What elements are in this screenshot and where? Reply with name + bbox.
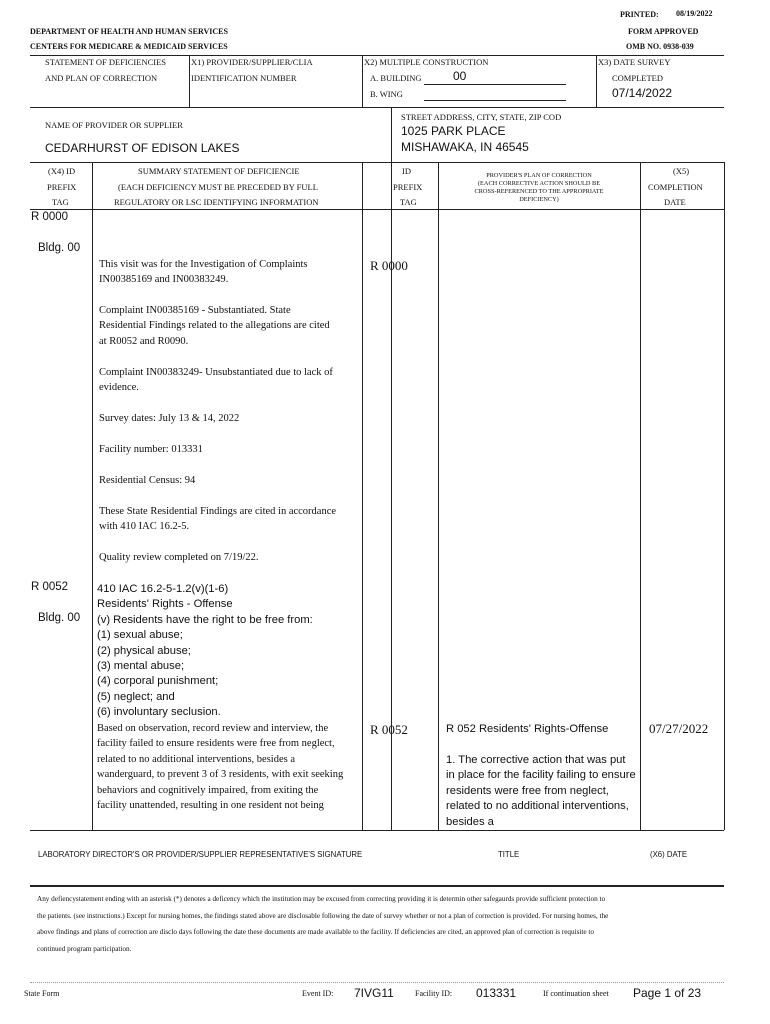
continuation-label: If continuation sheet bbox=[543, 989, 609, 998]
facility-id-value: 013331 bbox=[476, 986, 517, 1000]
summary-header-3: REGULATORY OR LSC IDENTIFYING INFORMATION bbox=[114, 197, 319, 207]
facility-number: Facility number: 013331 bbox=[99, 444, 203, 455]
x5-header-2: COMPLETION bbox=[648, 182, 703, 192]
facility-id-label: Facility ID: bbox=[415, 989, 453, 998]
regulation-line: (4) corporal punishment; bbox=[97, 675, 219, 688]
building-r0000: Bldg. 00 bbox=[38, 242, 81, 254]
survey-completed-date: 07/14/2022 bbox=[612, 86, 673, 100]
building-r0052: Bldg. 00 bbox=[38, 612, 81, 624]
street-address: 1025 PARK PLACE bbox=[401, 124, 506, 138]
x5-header-3: DATE bbox=[664, 197, 686, 207]
page-number: Page 1 of 23 bbox=[633, 986, 702, 1000]
survey-dates: Survey dates: July 13 & 14, 2022 bbox=[99, 413, 240, 424]
tag-r0052: R 0052 bbox=[31, 581, 69, 593]
x4-header-3: TAG bbox=[52, 197, 69, 207]
x1-label-2: IDENTIFICATION NUMBER bbox=[191, 73, 297, 83]
tag-r0000: R 0000 bbox=[31, 211, 69, 223]
plan-header-2: (EACH CORRECTIVE ACTION SHOULD BE bbox=[477, 180, 601, 187]
city-state-zip: MISHAWAKA, IN 46545 bbox=[401, 140, 529, 154]
disclaimer: Any defiencystatement ending with an asterisk (*) denotes a deficency which the institution may be excused from correcting providing it is determin other safegaurds provide sufficient protection to the patients. (see instructions.) Except for nursing homes, the findings stated above are disclosable following the date of survey whether or not a plan of correction is provided. For nursing homes, the above findings and plans of correction are disclo days following the date these documents are made available to the facility. If deficiencies are cited, an approved plan of correction is requisite to continued program participation. bbox=[37, 895, 609, 953]
x4-header-1: (X4) ID bbox=[48, 166, 76, 176]
plan-header-4: DEFICIENCY) bbox=[519, 196, 559, 203]
x6-date-label: (X6) DATE bbox=[650, 850, 688, 859]
regulation-line: (6) involuntary seclusion. bbox=[97, 706, 221, 719]
plan-header-1: PROVIDER'S PLAN OF CORRECTION bbox=[486, 172, 592, 179]
visit-paragraph: This visit was for the Investigation of Complaints IN00385169 and IN00383249. bbox=[99, 259, 308, 286]
plan-header-3: CROSS-REFERENCED TO THE APPROPRIATE bbox=[474, 188, 604, 195]
id-header-3: TAG bbox=[400, 197, 417, 207]
state-form-label: State Form bbox=[24, 989, 60, 998]
x5-header-1: (X5) bbox=[673, 166, 690, 176]
title-label: TITLE bbox=[498, 850, 520, 859]
regulation-line: (2) physical abuse; bbox=[97, 644, 191, 657]
cms-title: CENTERS FOR MEDICARE & MEDICAID SERVICES bbox=[30, 42, 228, 51]
omb-number: OMB NO. 0938-039 bbox=[626, 42, 694, 51]
x4-header-2: PREFIX bbox=[47, 182, 77, 192]
event-id-value: 7IVG11 bbox=[354, 986, 394, 1000]
neglect-finding: Based on observation, record review and interview, the facility failed to ensure residents were free from neglect, related to no additional interventions, besides a wanderguard, to prevent 3 of 3 residents, with exit seeking behaviors and cognitively impaired, from exiting the facility unattended, resulting in one resident not being bbox=[97, 723, 344, 812]
street-address-label: STREET ADDRESS, CITY, STATE, ZIP COD bbox=[401, 112, 562, 122]
complaint-substantiated: Complaint IN00385169 - Substantiated. State Residential Findings related to the allegations are cited at R0052 and R0090. bbox=[99, 305, 330, 347]
complaint-unsubstantiated: Complaint IN00383249- Unsubstantiated due to lack of evidence. bbox=[99, 367, 333, 394]
printed-label: PRINTED: bbox=[620, 10, 659, 19]
regulation-line: (3) mental abuse; bbox=[97, 660, 185, 673]
regulation-line: Residents' Rights - Offense bbox=[97, 598, 233, 611]
regulation-line: (1) sexual abuse; bbox=[97, 629, 183, 642]
x1-label-1: X1) PROVIDER/SUPPLIER/CLIA bbox=[191, 57, 313, 67]
building-label: A. BUILDING bbox=[370, 73, 422, 83]
summary-header-1: SUMMARY STATEMENT OF DEFICIENCIE bbox=[138, 166, 300, 176]
regulation-list bbox=[97, 582, 359, 721]
quality-review: Quality review completed on 7/19/22. bbox=[99, 552, 259, 563]
statement-label-1: STATEMENT OF DEFICIENCIES bbox=[45, 57, 167, 67]
wing-label: B. WING bbox=[370, 89, 403, 99]
provider-name: CEDARHURST OF EDISON LAKES bbox=[45, 141, 240, 155]
statement-label-2: AND PLAN OF CORRECTION bbox=[45, 73, 158, 83]
printed-date: 08/19/2022 bbox=[676, 9, 713, 18]
summary-header-2: (EACH DEFICIENCY MUST BE PRECEDED BY FULL bbox=[118, 182, 318, 192]
regulation-line: (5) neglect; and bbox=[97, 690, 175, 703]
residential-census: Residential Census: 94 bbox=[99, 475, 196, 486]
x2-label: X2) MULTIPLE CONSTRUCTION bbox=[364, 57, 489, 67]
plan-text: 1. The corrective action that was put in place for the facility failing to ensure residents were free from neglect, related to no additional interventions, besides a bbox=[446, 754, 636, 828]
regulation-line: 410 IAC 16.2-5-1.2(v)(1-6) bbox=[97, 583, 229, 595]
plan-title: R 052 Residents' Rights-Offense bbox=[446, 723, 609, 735]
id-header-1: ID bbox=[402, 166, 411, 176]
event-id-label: Event ID: bbox=[302, 989, 334, 998]
findings-citation: These State Residential Findings are cited in accordance with 410 IAC 16.2-5. bbox=[99, 506, 337, 533]
id-r0000: R 0000 bbox=[370, 258, 408, 273]
id-header-2: PREFIX bbox=[393, 182, 423, 192]
signature-label: LABORATORY DIRECTOR'S OR PROVIDER/SUPPLIER REPRESENTATIVE'S SIGNATURE bbox=[38, 850, 363, 859]
provider-name-label: NAME OF PROVIDER OR SUPPLIER bbox=[45, 120, 183, 130]
id-r0052: R 0052 bbox=[370, 722, 408, 737]
completion-date: 07/27/2022 bbox=[649, 721, 709, 736]
department-title: DEPARTMENT OF HEALTH AND HUMAN SERVICES bbox=[30, 27, 228, 36]
x3-label-1: X3) DATE SURVEY bbox=[598, 57, 671, 67]
regulation-line: (v) Residents have the right to be free from: bbox=[97, 613, 313, 626]
form-approved: FORM APPROVED bbox=[628, 27, 699, 36]
building-value: 00 bbox=[453, 69, 467, 83]
x3-label-2: COMPLETED bbox=[612, 73, 663, 83]
